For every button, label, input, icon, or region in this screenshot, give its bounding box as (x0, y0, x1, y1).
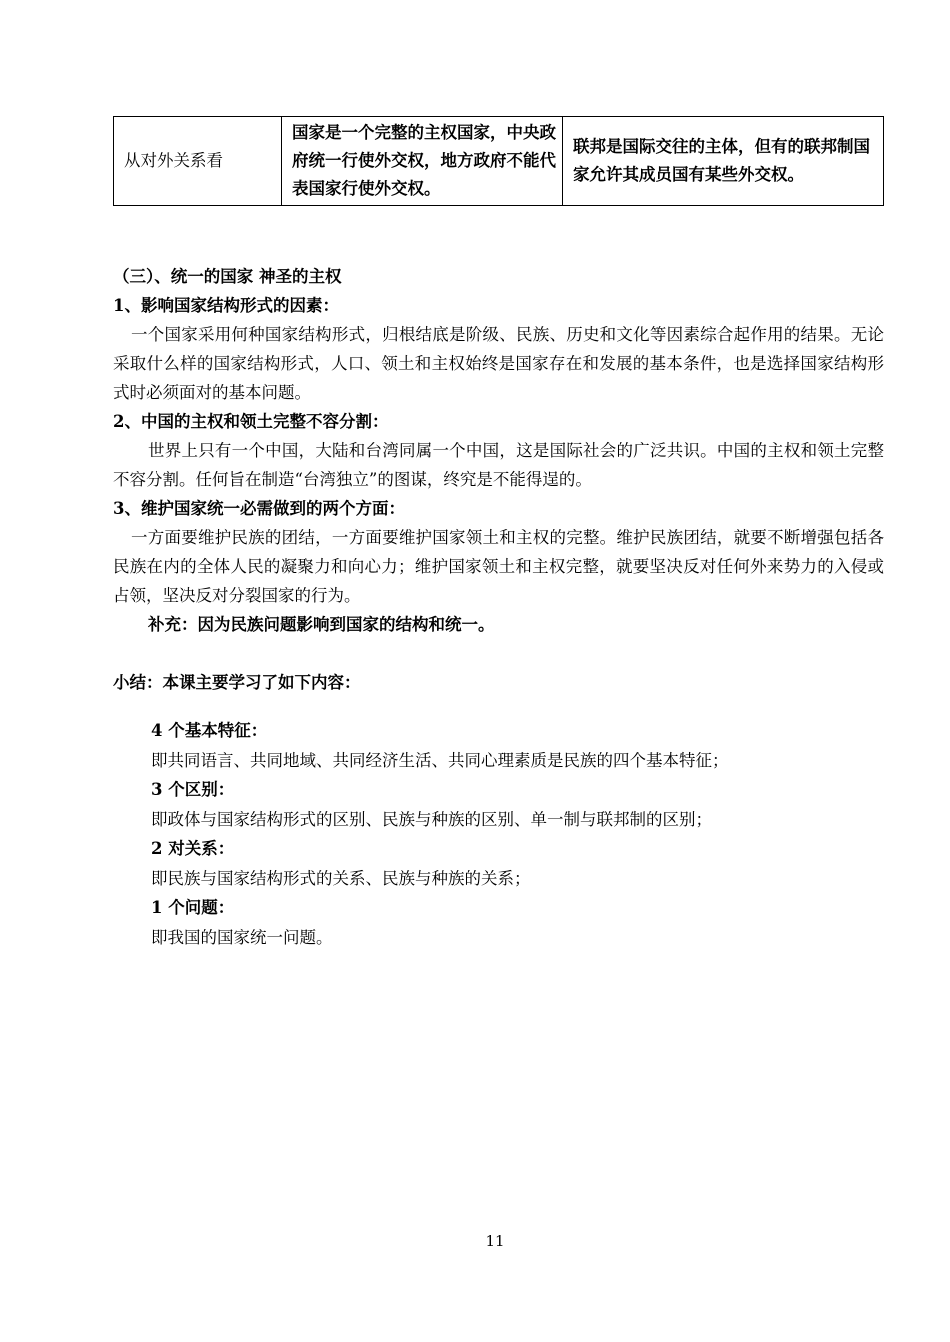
point-3-heading: 3、维护国家统一必需做到的两个方面： (113, 499, 405, 518)
summary-item-1-label: 4 个基本特征： (151, 721, 268, 740)
summary-item-3-label: 2 对关系： (151, 839, 235, 858)
point-2-text: 世界上只有一个中国，大陆和台湾同属一个中国，这是国际社会的广泛共识。中国的主权和领土完整不容分割。任何旨在制造“台湾独立”的图谋，终究是不能得逞的。 (113, 441, 884, 489)
summary-title: 小结：本课主要学习了如下内容： (113, 673, 361, 692)
point-2-heading: 2、中国的主权和领土完整不容分割： (113, 412, 389, 431)
summary-item-2-label: 3 个区别： (151, 780, 235, 799)
section-heading: （三）、统一的国家 神圣的主权 (113, 267, 342, 286)
point-1-text: 一个国家采用何种国家结构形式，归根结底是阶级、民族、历史和文化等因素综合起作用的结果。无论采取什么样的国家结构形式，人口、领土和主权始终是国家存在和发展的基本条件，也是选择国家结构形式时必须面对的基本问题。 (113, 325, 884, 402)
comparison-table (113, 116, 884, 206)
unitary-cell: 国家是一个完整的主权国家，中央政府统一行使外交权，地方政府不能代表国家行使外交权。 (282, 117, 563, 206)
spacer (113, 639, 884, 668)
summary-item-4-text: 即我国的国家统一问题。 (151, 927, 333, 947)
point-1-heading: 1、影响国家结构形式的因素： (113, 296, 339, 315)
body-text (113, 262, 884, 697)
supplement-note: 补充：因为民族问题影响到国家的结构和统一。 (148, 615, 495, 634)
point-3-text: 一方面要维护民族的团结，一方面要维护国家领土和主权的完整。维护民族团结，就要不断增强包括各民族在内的全体人民的凝聚力和向心力；维护国家领土和主权完整，就要坚决反对任何外来势力的入侵或占领，坚决反对分裂国家的行为。 (113, 528, 884, 605)
summary-item-2-text: 即政体与国家结构形式的区别、民族与种族的区别、单一制与联邦制的区别； (151, 809, 712, 829)
summary-list (151, 716, 851, 952)
summary-item-4-label: 1 个问题： (151, 898, 235, 917)
row-label-cell: 从对外关系看 (114, 117, 282, 206)
summary-item-3-text: 即民族与国家结构形式的关系、民族与种族的关系； (151, 868, 531, 888)
table-row (114, 117, 884, 206)
federal-cell: 联邦是国际交往的主体，但有的联邦制国家允许其成员国有某些外交权。 (563, 117, 884, 206)
summary-item-1-text: 即共同语言、共同地域、共同经济生活、共同心理素质是民族的四个基本特征； (151, 750, 729, 770)
page-number: 11 (485, 1232, 505, 1250)
